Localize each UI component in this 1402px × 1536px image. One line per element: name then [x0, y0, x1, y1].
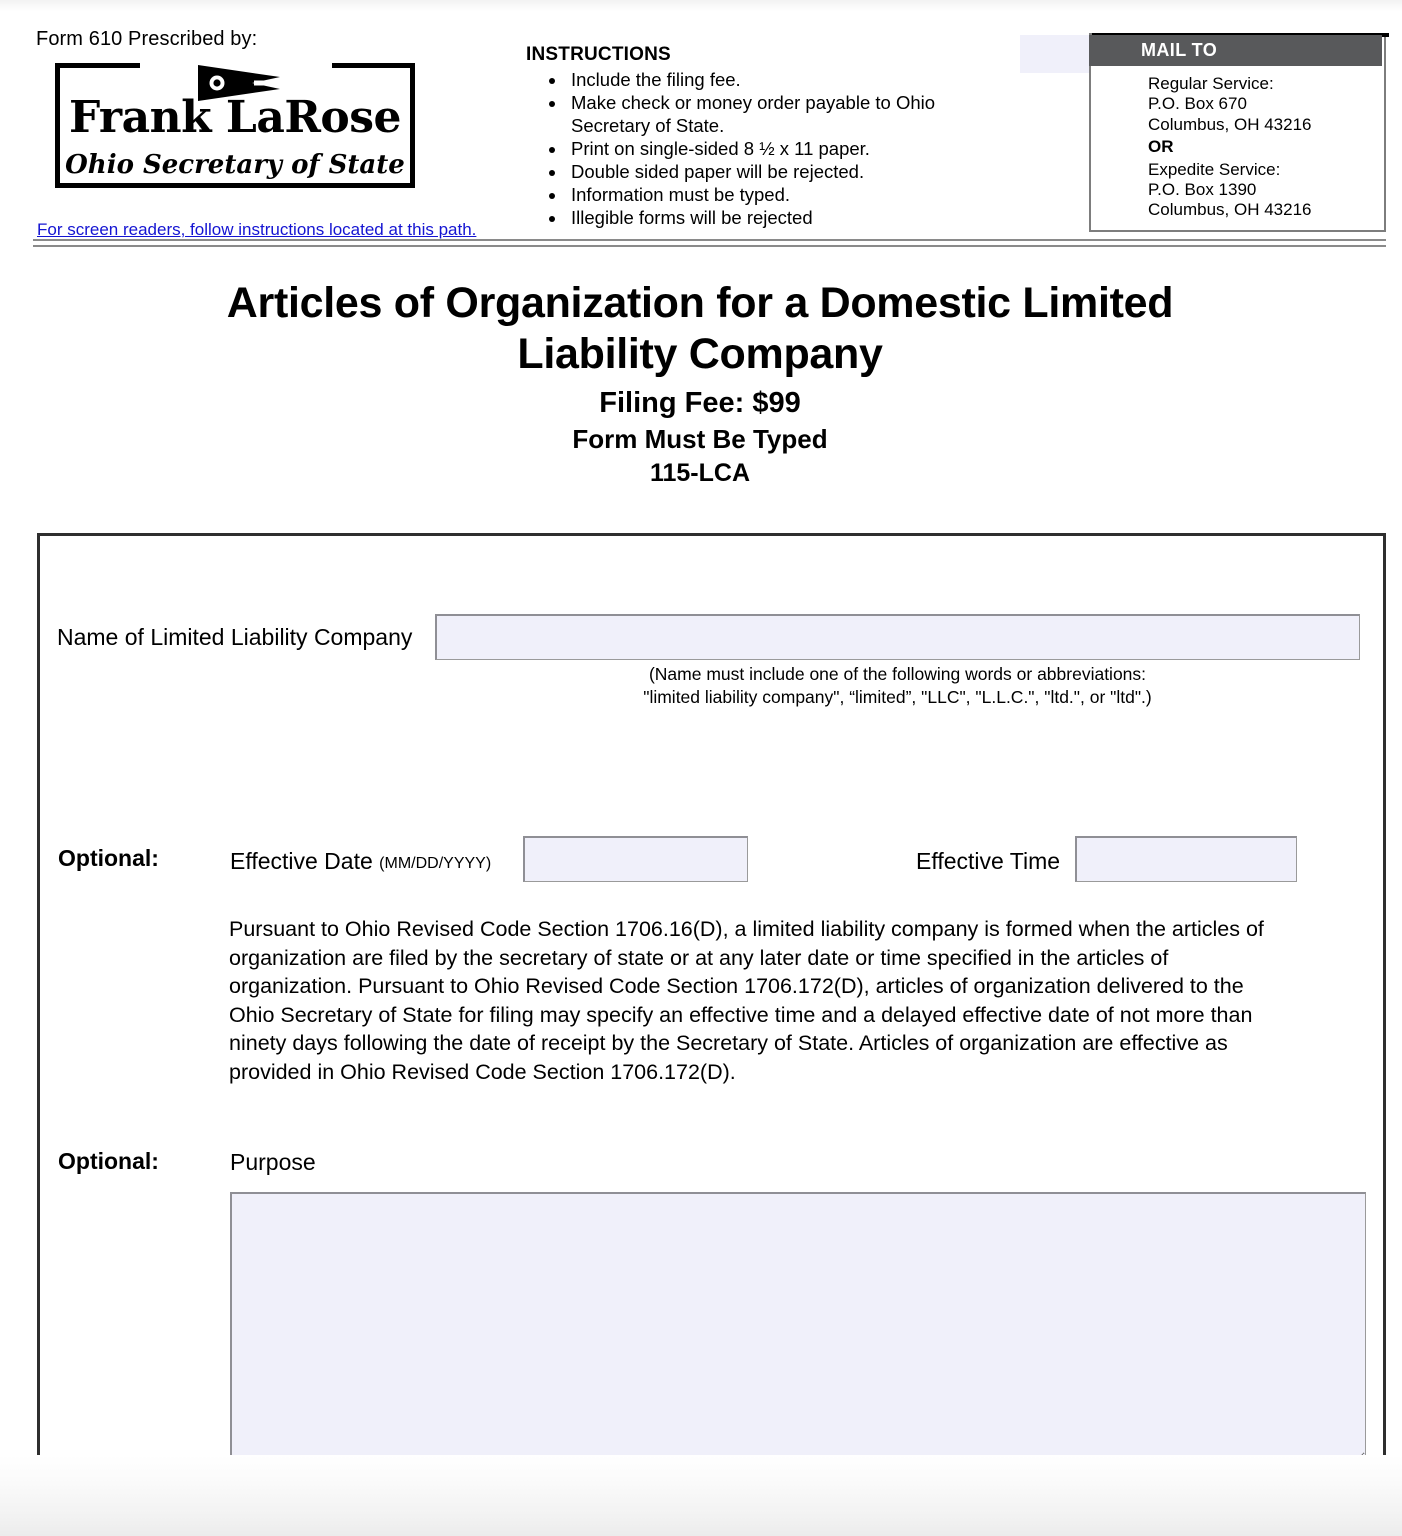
regular-service-label: Regular Service: — [1148, 74, 1274, 93]
mail-to-or: OR — [1148, 137, 1174, 157]
llc-name-note — [435, 663, 1360, 709]
llc-name-label: Name of Limited Liability Company — [57, 624, 413, 650]
llc-name-note-line2: "limited liability company", “limited”, "LLC", "L.L.C.", "ltd.", or "ltd".) — [643, 687, 1152, 707]
expedite-service-city: Columbus, OH 43216 — [1148, 200, 1312, 220]
mail-to-heading: MAIL TO — [1089, 35, 1382, 66]
effective-date-label — [230, 848, 491, 875]
instruction-item: • Information must be typed. — [567, 183, 957, 206]
effective-date-input[interactable] — [523, 836, 748, 882]
logo-name-text: Frank LaRose — [68, 92, 402, 143]
logo-subtitle-text: Ohio Secretary of State — [65, 150, 405, 180]
purpose-textarea[interactable] — [230, 1192, 1366, 1462]
form-code-text: 115-LCA — [649, 459, 751, 487]
effective-time-label: Effective Time — [916, 848, 1061, 874]
instruction-item: • Double sided paper will be rejected. — [567, 160, 957, 183]
instructions-heading: INSTRUCTIONS — [526, 44, 671, 65]
instruction-item: • Print on single-sided 8 ½ x 11 paper. — [567, 137, 957, 160]
effective-date-label-text: Effective Date — [230, 848, 373, 874]
purpose-label: Purpose — [230, 1149, 316, 1175]
ohio-revised-code-paragraph: Pursuant to Ohio Revised Code Section 1706.16(D), a limited liability company is formed when the articles of organization are filed by the secretary of state or at any later date or time specified in the articles of organization. Pursuant to Ohio Revised Code Section 1706.172(D), articles of organization delivered to the Ohio Secretary of State for filing may specify an effective time and a delayed effective date of not more than ninety days following the date of receipt by the Secretary of State. Articles of organization are effective as provided in Ohio Revised Code Section 1706.172(D). — [229, 917, 1264, 1084]
typed-notice-text: Form Must Be Typed — [572, 424, 828, 454]
mail-to-addresses — [1148, 74, 1378, 221]
instruction-item: • Include the filing fee. — [567, 68, 957, 91]
llc-name-input[interactable] — [435, 614, 1360, 660]
page-top-edge — [0, 0, 1402, 12]
expedite-service-label: Expedite Service: — [1148, 159, 1281, 179]
page-bottom-edge — [0, 1455, 1402, 1536]
screen-reader-instructions-link[interactable]: For screen readers, follow instructions located at this path. — [37, 220, 477, 239]
page-title: Articles of Organization for a Domestic Limited Liability Company — [226, 279, 1174, 378]
effective-date-format-hint: (MM/DD/YYYY) — [379, 855, 492, 872]
instruction-item: • Illegible forms will be rejected — [567, 206, 957, 229]
filing-fee-text: Filing Fee: $99 — [599, 387, 801, 419]
optional-label-purpose: Optional: — [58, 1148, 159, 1174]
optional-label-effective: Optional: — [58, 845, 159, 871]
effective-time-input[interactable] — [1075, 836, 1297, 882]
instructions-list — [545, 68, 957, 229]
instruction-item: • Make check or money order payable to Ohio Secretary of State. — [567, 91, 957, 137]
regular-service-box: P.O. Box 670 — [1148, 94, 1247, 114]
expedite-service-box: P.O. Box 1390 — [1148, 180, 1257, 200]
header-divider — [33, 239, 1386, 247]
regular-service-city: Columbus, OH 43216 — [1148, 114, 1312, 134]
llc-name-note-line1: (Name must include one of the following words or abbreviations: — [648, 664, 1147, 684]
form-prescribed-by-label: Form 610 Prescribed by: — [36, 28, 258, 50]
